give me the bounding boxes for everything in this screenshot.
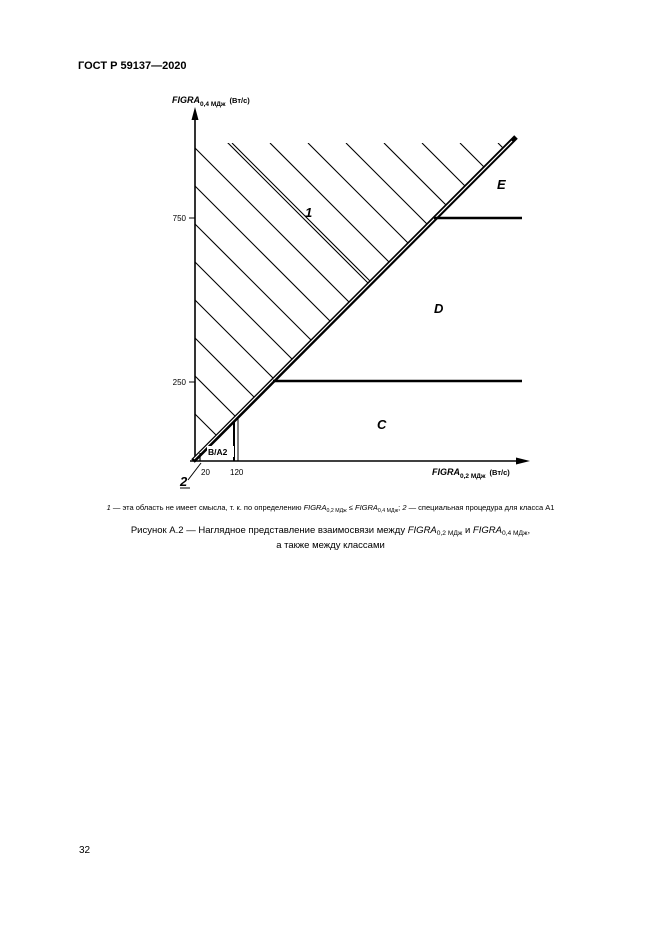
note-figra-1-sub: 0,2 МДж: [326, 508, 347, 514]
note-text-1: эта область не имеет смысла, т. к. по определению: [122, 503, 302, 512]
figure-figra-1-sub: 0,2 МДж: [436, 530, 463, 537]
note-le-sign: ≤: [348, 503, 353, 512]
figure-figra-2: FIGRA: [472, 525, 502, 536]
figure-figra-2-sub: 0,4 МДж: [501, 530, 528, 537]
note-figra-1: FIGRA: [303, 503, 327, 512]
diagonal-boundary: [193, 137, 516, 461]
figure-title: [0, 525, 661, 552]
document-header: ГОСТ Р 59137—2020: [78, 60, 187, 72]
x-tick-120: 120: [230, 468, 244, 477]
ticks: [189, 218, 195, 382]
callout-two-label: 2: [180, 474, 188, 489]
y-tick-250: 250: [172, 378, 186, 387]
y-axis-label: $FIGRA_{0,4 МДж}$ $^{(Вт/с)}$: [172, 95, 250, 108]
region-label-e: E: [497, 177, 506, 192]
figure-and: и: [464, 525, 471, 536]
figure-title-line-1: [0, 525, 661, 540]
x-axis-label: $FIGRA_{0,2 МДж}$ $^{(Вт/с)}$: [432, 467, 510, 480]
figure-title-line-2: а также между классами: [276, 540, 385, 551]
figure-figra-1: FIGRA: [407, 525, 437, 536]
y-axis-arrow: [192, 107, 199, 120]
note-number-2: 2: [402, 503, 407, 512]
class-boundaries: [273, 218, 522, 381]
hatched-region: [195, 110, 661, 774]
x-axis-arrow: [516, 458, 530, 465]
note-dash-2: —: [408, 503, 417, 512]
figure-comma: ,: [527, 525, 531, 536]
note-figra-2-sub: 0,4 МДж: [377, 508, 399, 514]
region-label-ba2: B/A2: [208, 447, 228, 457]
figure-title-prefix: Рисунок А.2 — Наглядное представление взаимосвязи между: [130, 525, 406, 536]
page-number: 32: [79, 845, 91, 856]
x-tick-20: 20: [201, 468, 210, 477]
note-number-1: 1: [106, 503, 111, 512]
figure-note: [0, 503, 661, 514]
region-label-c: C: [377, 417, 387, 432]
note-figra-2: FIGRA: [355, 503, 378, 512]
note-dash-1: —: [112, 503, 121, 512]
note-separator: ;: [398, 503, 401, 512]
region-label-one: 1: [305, 205, 313, 220]
y-tick-750: 750: [172, 214, 186, 223]
region-label-d: D: [434, 301, 444, 316]
callout-two: [179, 463, 201, 489]
note-text-2: специальная процедура для класса А1: [418, 503, 555, 512]
